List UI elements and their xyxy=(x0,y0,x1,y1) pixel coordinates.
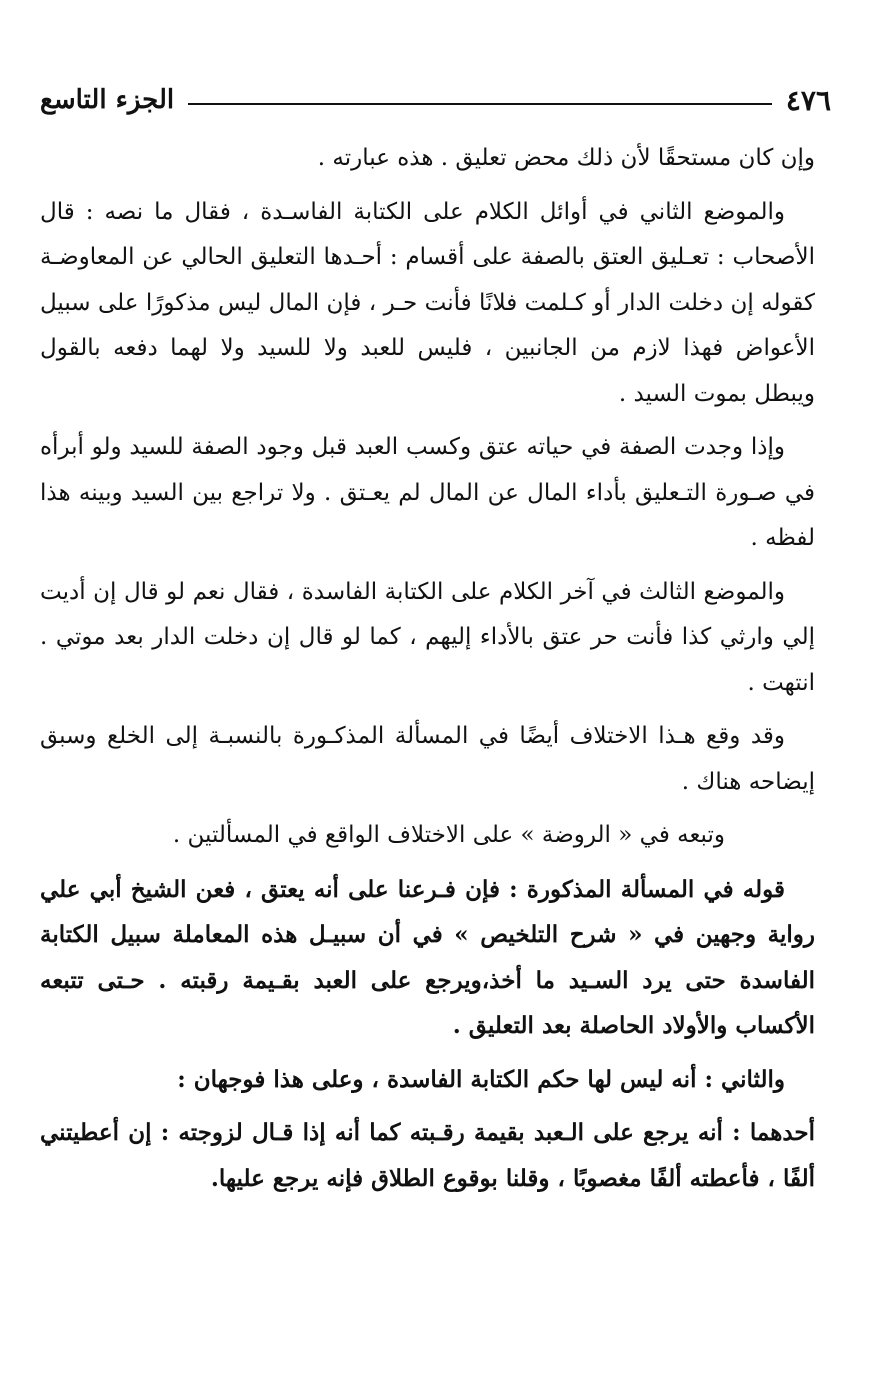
header-rule xyxy=(188,103,772,105)
page-header xyxy=(40,78,831,122)
paragraph: وإن كان مستحقًا لأن ذلك محض تعليق . هذه عبارته . xyxy=(317,145,815,171)
paragraph: وقد وقع هـذا الاختلاف أيضًا في المسألة المذكـورة بالنسبـة إلى الخلع وسبق إيضاحه هناك . xyxy=(40,723,815,795)
volume-title: الجزء التاسع xyxy=(40,85,175,115)
paragraph: وإذا وجدت الصفة في حياته عتق وكسب العبد قبل وجود الصفة للسيد ولو أبرأه في صـورة التـعليق بأداء المال عن المال لم يعـتق . ولا تراجع بين السيد وبينه هذا لفظه . xyxy=(40,434,815,551)
page-number: ٤٧٦ xyxy=(785,83,831,117)
paragraph: والموضع الثالث في آخر الكلام على الكتابة الفاسدة ، فقال نعم لو قال إن أديت إلي وارثي كذا فأنت حر عتق بالأداء إليهم ، كما لو قال إن دخلت الدار بعد موتي . انتهت . xyxy=(40,578,815,696)
paragraph: وتبعه في « الروضة » على الاختلاف الواقع في المسألتين . xyxy=(172,822,725,848)
paragraph-bold: والثاني : أنه ليس لها حكم الكتابة الفاسدة ، وعلى هذا فوجهان : xyxy=(177,1065,785,1093)
body-text xyxy=(40,136,815,1209)
paragraph-bold: أحدهما : أنه يرجع على الـعبد بقيمة رقـبته كما أنه إذا قـال لزوجته : إن أعطيتني ألفًا ، فأعطته ألفًا مغصوبًا ، وقلنا بوقوع الطلاق فإنه يرجع عليها. xyxy=(40,1119,815,1192)
paragraph: والموضع الثاني في أوائل الكلام على الكتابة الفاسـدة ، فقال ما نصه : قال الأصحاب : تعـليق العتق بالصفة على أقسام : أحـدها التعليق الحالي عن المعاوضـة كقوله إن دخلت الدار أو كـلمت فلانًا فأنت حـر ، فإن المال ليس مذكورًا على سبيل الأعواض فهذا لازم من الجانبين ، فليس للعبد ولا للسيد ولا لهما دفعه بالقول ويبطل بموت السيد . xyxy=(40,198,815,407)
paragraph-bold: قوله في المسألة المذكورة : فإن فـرعنا على أنه يعتق ، فعن الشيخ أبي علي رواية وجهين في « شرح التلخيص » في أن سبيـل هذه المعاملة سبيل الكتابة الفاسدة حتى يرد السـيد ما أخذ،ويرجع على العبد بقـيمة رقبته . حـتى تتبعه الأكساب والأولاد الحاصلة بعد التعليق . xyxy=(40,875,815,1039)
